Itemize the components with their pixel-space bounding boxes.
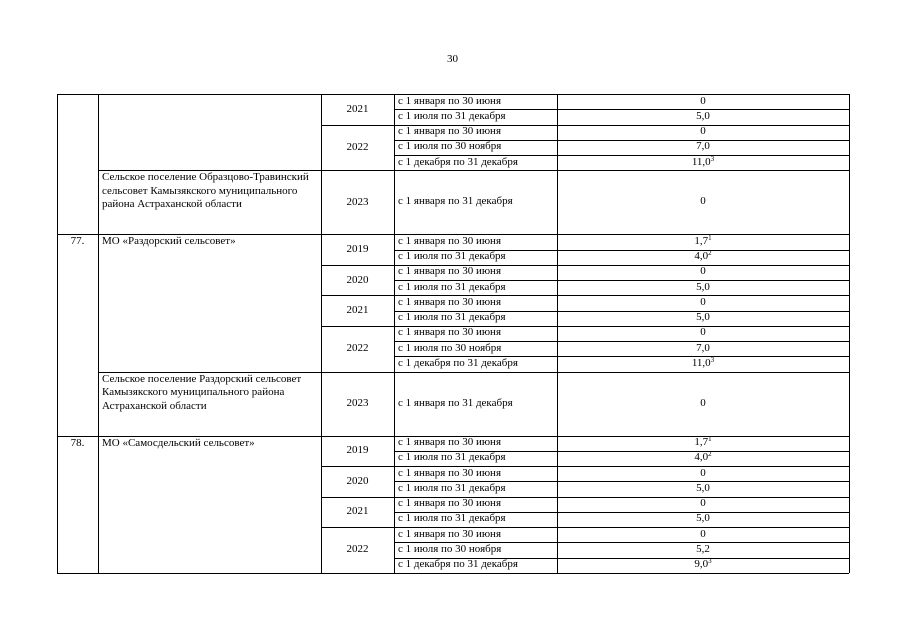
period-cell: с 1 июля по 31 декабря [398,109,506,122]
value-cell [557,280,849,295]
table-rule [849,372,850,436]
value-text: 7,0 [696,140,710,153]
value-text: 0 [700,195,706,208]
value-cell [557,94,849,109]
period-cell: с 1 июля по 30 ноября [398,341,502,354]
period-cell: с 1 июля по 31 декабря [398,481,506,494]
year-cell: 2022 [346,543,369,556]
table-rule [98,372,99,436]
period-cell: с 1 января по 30 июня [398,326,502,339]
value-cell [557,511,849,526]
table-rule [321,372,322,436]
table-rule [849,436,850,573]
value-text: 0 [700,265,706,278]
municipality-name: Сельское поселение Образцово-Травинский сельсовет Камызякского муниципального района Астраханской области [102,171,309,211]
value-cell [557,139,849,154]
value-cell [557,124,849,139]
year-cell: 2021 [346,304,369,316]
value-text: 1,7 [694,234,709,247]
value-text: 0 [700,466,706,479]
year-cell: 2023 [346,397,369,409]
value-text: 0 [700,94,706,107]
value-cell [557,466,849,481]
table-rule [321,436,322,573]
table-rule [98,170,99,234]
period-cell: с 1 июля по 30 ноября [398,140,502,153]
table-rule [98,94,99,170]
table-rule [394,436,395,573]
table-rule [321,94,322,170]
footnote-mark: 3 [710,355,715,364]
value-cell [557,264,849,279]
period-cell: с 1 января по 30 июня [398,265,502,278]
year-cell: 2022 [346,140,369,153]
value-text: 0 [700,125,706,138]
period-cell: с 1 января по 31 декабря [398,396,513,409]
value-cell [557,527,849,542]
table-rule [321,170,322,234]
value-text: 5,0 [696,512,710,525]
value-text: 7,0 [696,341,710,354]
period-cell: с 1 января по 30 июня [398,466,502,479]
value-cell [557,109,849,124]
footnote-mark: 1 [708,233,712,242]
period-cell: с 1 декабря по 31 декабря [398,155,518,168]
period-cell: с 1 января по 30 июня [398,295,502,308]
value-text: 11,0 [691,155,711,168]
page-number: 30 [447,53,458,65]
year-cell: 2020 [346,273,369,286]
value-cell [557,481,849,496]
value-cell [557,234,849,249]
row-number: 78. [70,436,85,449]
period-cell: с 1 января по 30 июня [398,527,502,540]
footnote-mark: 3 [710,154,715,163]
period-cell: с 1 января по 30 июня [398,436,502,449]
table-rule [557,170,558,234]
footnote-mark: 3 [708,557,712,566]
year-cell: 2021 [346,505,369,518]
value-cell [557,194,849,209]
value-cell [557,356,849,371]
value-text: 0 [700,527,706,540]
period-cell: с 1 июля по 31 декабря [398,512,506,525]
table-rule [557,436,558,573]
value-cell [557,155,849,170]
table-rule [849,234,850,371]
value-text: 0 [700,497,706,510]
value-text: 11,0 [691,356,711,369]
value-cell [557,249,849,264]
value-cell [557,557,849,572]
table-rule [849,170,850,234]
table-rule [394,372,395,436]
value-cell [557,341,849,356]
footnote-mark: 2 [708,450,712,459]
value-text: 5,2 [696,542,710,555]
value-text: 5,0 [696,280,710,293]
value-cell [557,310,849,325]
value-cell [557,450,849,465]
table-rule [98,436,99,573]
table-rule [98,234,99,371]
period-cell: с 1 июля по 31 декабря [398,311,506,324]
year-cell: 2019 [346,243,369,255]
value-text: 5,0 [696,109,710,122]
table-rule [57,573,849,574]
footnote-mark: 2 [708,249,712,258]
row-number: 77. [70,235,85,248]
table-rule [321,234,322,371]
table-rule [557,94,558,170]
value-text: 9,0 [694,558,709,571]
period-cell: с 1 декабря по 31 декабря [398,558,518,571]
value-cell [557,295,849,310]
year-cell: 2019 [346,444,369,457]
value-text: 4,0 [694,451,709,464]
value-text: 5,0 [696,311,710,324]
table-rule [557,372,558,436]
municipality-name: Сельское поселение Раздорский сельсовет Камызякского муниципального района Астраханской области [102,372,302,412]
value-cell [557,435,849,450]
value-cell [557,542,849,557]
table-rule [557,234,558,371]
value-text: 0 [700,326,706,339]
year-cell: 2023 [346,195,369,208]
municipality-name: МО «Раздорский сельсовет» [102,235,236,248]
table-rule [394,170,395,234]
period-cell: с 1 июля по 31 декабря [398,280,506,293]
period-cell: с 1 января по 30 июня [398,125,502,138]
value-text: 5,0 [696,481,710,494]
year-cell: 2022 [346,342,369,355]
table-rule [849,94,850,170]
value-text: 1,7 [694,436,709,449]
value-text: 0 [700,396,706,409]
municipality-name: МО «Самосдельский сельсовет» [102,436,255,449]
table-rule [394,234,395,371]
value-text: 4,0 [694,250,709,263]
period-cell: с 1 июля по 31 декабря [398,250,506,263]
value-text: 0 [700,295,706,308]
period-cell: с 1 июля по 30 ноября [398,542,502,555]
year-cell: 2021 [346,102,369,115]
period-cell: с 1 января по 30 июня [398,94,502,107]
value-cell [557,396,849,411]
value-cell [557,325,849,340]
period-cell: с 1 января по 31 декабря [398,195,513,208]
year-cell: 2020 [346,474,369,487]
period-cell: с 1 июля по 31 декабря [398,451,506,464]
footnote-mark: 1 [708,435,712,444]
period-cell: с 1 января по 30 июня [398,234,502,247]
table-rule [394,94,395,170]
period-cell: с 1 декабря по 31 декабря [398,356,518,369]
table-rule [57,94,58,573]
period-cell: с 1 января по 30 июня [398,497,502,510]
value-cell [557,496,849,511]
